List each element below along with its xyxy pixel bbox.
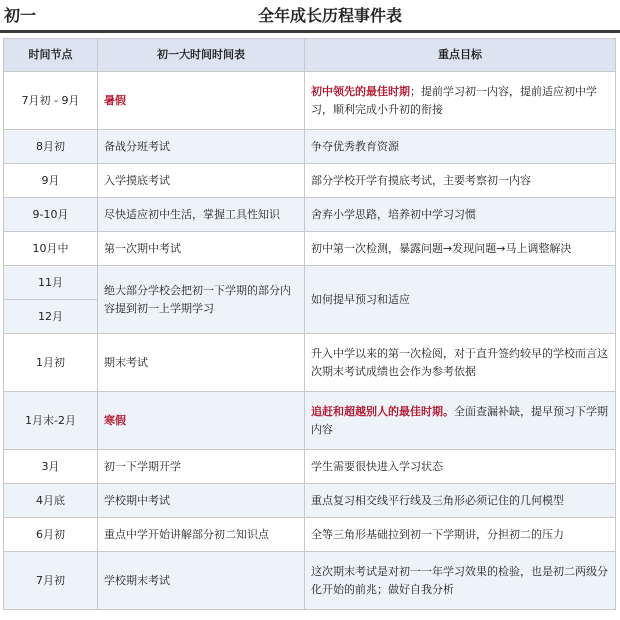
event-cell: 备战分班考试	[98, 130, 305, 164]
table-row	[4, 334, 616, 392]
time-cell: 4月底	[4, 484, 98, 518]
event-cell: 学校期中考试	[98, 484, 305, 518]
grade-label: 初一	[4, 6, 37, 25]
table-row	[4, 450, 616, 484]
event-highlight: 暑假	[104, 93, 126, 107]
goal-cell: 部分学校开学有摸底考试，主要考察初一内容	[305, 164, 616, 198]
time-cell: 1月初	[4, 334, 98, 392]
time-cell: 3月	[4, 450, 98, 484]
time-cell: 11月	[4, 266, 98, 300]
goal-cell: 重点复习相交线平行线及三角形必须记住的几何模型	[305, 484, 616, 518]
time-cell: 12月	[4, 300, 98, 334]
time-cell: 10月中	[4, 232, 98, 266]
event-cell: 初一下学期开学	[98, 450, 305, 484]
page-title: 全年成长历程事件表	[257, 6, 402, 25]
header	[0, 0, 620, 33]
goal-cell: 学生需要很快进入学习状态	[305, 450, 616, 484]
event-table	[3, 38, 616, 610]
table-row	[4, 164, 616, 198]
time-cell: 6月初	[4, 518, 98, 552]
table-row	[4, 484, 616, 518]
goal-cell: 升入中学以来的第一次检阅，对于直升签约较早的学校而言这次期末考试成绩也会作为参考依据	[305, 334, 616, 392]
table-row	[4, 72, 616, 130]
event-highlight: 寒假	[104, 413, 126, 427]
event-cell: 第一次期中考试	[98, 232, 305, 266]
goal-cell: 如何提早预习和适应	[305, 266, 616, 334]
goal-cell	[305, 72, 616, 130]
event-cell: 期末考试	[98, 334, 305, 392]
event-cell: 入学摸底考试	[98, 164, 305, 198]
time-cell: 7月初	[4, 552, 98, 610]
table-row	[4, 198, 616, 232]
goal-highlight: 追赶和超越别人的最佳时期。	[311, 404, 454, 418]
goal-cell: 初中第一次检测，暴露问题→发现问题→马上调整解决	[305, 232, 616, 266]
table-header-row	[4, 39, 616, 72]
header-goal: 重点目标	[305, 39, 616, 72]
goal-cell: 全等三角形基础拉到初一下学期讲，分担初二的压力	[305, 518, 616, 552]
event-cell	[98, 72, 305, 130]
event-cell	[98, 392, 305, 450]
event-cell: 学校期末考试	[98, 552, 305, 610]
goal-text: ；提前学习初一内容，提前适应初中学习，顺利完成小升初的衔接	[311, 84, 597, 116]
time-cell: 9-10月	[4, 198, 98, 232]
table-row	[4, 552, 616, 610]
header-time: 时间节点	[4, 39, 98, 72]
event-cell: 尽快适应初中生活，掌握工具性知识	[98, 198, 305, 232]
time-cell: 1月末-2月	[4, 392, 98, 450]
event-cell: 绝大部分学校会把初一下学期的部分内容提到初一上学期学习	[98, 266, 305, 334]
goal-cell	[305, 392, 616, 450]
time-cell: 8月初	[4, 130, 98, 164]
time-cell: 7月初 - 9月	[4, 72, 98, 130]
table-row	[4, 130, 616, 164]
event-cell: 重点中学开始讲解部分初二知识点	[98, 518, 305, 552]
goal-text: 全面查漏补缺，提早预习下学期内容	[311, 404, 608, 436]
goal-cell: 这次期末考试是对初一一年学习效果的检验，也是初二两级分化开始的前兆；做好自我分析	[305, 552, 616, 610]
table-row	[4, 232, 616, 266]
goal-cell: 争夺优秀教育资源	[305, 130, 616, 164]
table-row	[4, 392, 616, 450]
table-row	[4, 266, 616, 300]
goal-cell: 舍弃小学思路，培养初中学习习惯	[305, 198, 616, 232]
time-cell: 9月	[4, 164, 98, 198]
table-row	[4, 518, 616, 552]
goal-highlight: 初中领先的最佳时期	[311, 84, 410, 98]
header-schedule: 初一大时间时间表	[98, 39, 305, 72]
